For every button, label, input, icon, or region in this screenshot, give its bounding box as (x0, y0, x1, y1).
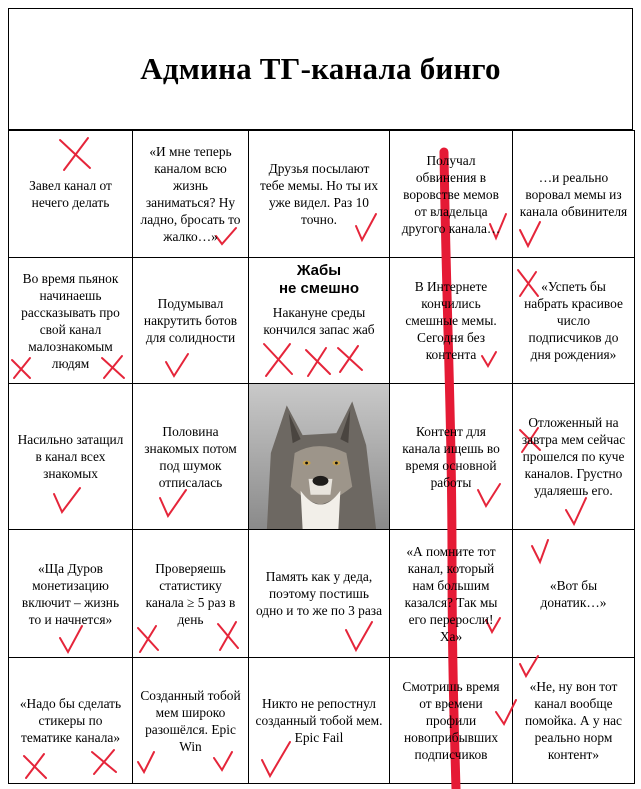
bingo-cell (389, 383, 513, 530)
bingo-cell (248, 130, 390, 258)
bingo-cell-text: Во время пьянок начинаешь рассказывать про свой канал малознакомым людям (21, 270, 120, 371)
bingo-cell-text: «Не, ну вон тот канал вообще помойка. А у нас реально норм контент» (525, 679, 622, 762)
bingo-cell-text: Созданный тобой мем широко разошёлся. Epic Win (140, 687, 241, 754)
bingo-cell (8, 383, 133, 530)
bingo-cell-text: «Успеть бы набрать красивое число подписчиков до дня рождения» (524, 279, 623, 362)
bingo-cell (8, 529, 133, 658)
bingo-cell (8, 657, 133, 784)
bingo-cell-text: Завел канал от нечего делать (29, 178, 112, 210)
page-title: Админа ТГ-канала бинго (8, 8, 633, 130)
wolf-image (249, 383, 389, 530)
bingo-cell-text: Накануне среды кончился запас жаб (263, 305, 375, 337)
bingo-cell-text: Смотришь время от времени профили новоприбывших подписчиков (402, 679, 500, 762)
bingo-cell (8, 257, 133, 384)
bingo-cell-text: «Ща Дуров монетизацию включит – жизнь то и начнется» (21, 560, 120, 627)
bingo-cell-text: «И мне теперь каналом всю жизнь заниматься? Ну ладно, бросать то жалко…» (140, 144, 241, 244)
frog-heading-line: не смешно (278, 280, 360, 297)
bingo-cell (132, 257, 249, 384)
bingo-cell-text: «А помните тот канал, который нам большим казался? Так мы его переросли! Ха» (404, 543, 498, 644)
bingo-cell (132, 657, 249, 784)
bingo-cell-text: Друзья посылают тебе мемы. Но ты их уже видел. Раз 10 точно. (259, 161, 379, 227)
bingo-cell (389, 130, 513, 258)
bingo-cell (389, 529, 513, 658)
bingo-cell-text: «Надо бы сделать стикеры по тематике канала» (19, 696, 122, 745)
bingo-cell (512, 657, 635, 784)
bingo-cell-text: Контент для канала ищешь во время основной работы (402, 423, 500, 490)
bingo-cell-text: Проверяешь статистику канала ≥ 5 раз в день (145, 560, 236, 627)
bingo-cell (132, 383, 249, 530)
bingo-cell-text: «Вот бы донатик…» (540, 577, 607, 610)
frog-heading-line: Жабы (296, 262, 342, 279)
bingo-cell-text: Отложенный на завтра мем сейчас прошелся по куче каналов. Грустно удаляешь его. (521, 415, 626, 498)
bingo-cell (248, 529, 390, 658)
bingo-cell-text: Подумывал накрутить ботов для солидности (143, 296, 238, 345)
bingo-cell (512, 529, 635, 658)
bingo-cell (512, 383, 635, 530)
bingo-cell (512, 130, 635, 258)
bingo-cell-text: Память как у деда, поэтому постишь одно и то же по 3 раза (255, 569, 383, 618)
bingo-cell (512, 257, 635, 384)
bingo-cell-text: Насильно затащил в канал всех знакомых (17, 432, 124, 481)
bingo-cell (248, 657, 390, 784)
bingo-cell (8, 130, 133, 258)
bingo-cell (389, 257, 513, 384)
frog-heading (249, 262, 389, 298)
bingo-cell-text: В Интернете кончились смешные мемы. Сегодня без контента (405, 279, 497, 362)
bingo-board (8, 8, 634, 783)
bingo-cell-text: Половина знакомых потом под шумок отписалась (144, 423, 237, 490)
bingo-cell (248, 257, 390, 384)
bingo-cell (132, 130, 249, 258)
wolf-photo-cell (248, 383, 390, 530)
bingo-cell-text: Никто не репостнул созданный тобой мем. Epic Fail (255, 696, 383, 745)
bingo-cell-text: …и реально воровал мемы из канала обвинителя (519, 169, 628, 219)
bingo-cell-text: Получал обвинения в воровстве мемов от владельца другого канала… (401, 152, 501, 236)
bingo-cell (389, 657, 513, 784)
bingo-cell (132, 529, 249, 658)
